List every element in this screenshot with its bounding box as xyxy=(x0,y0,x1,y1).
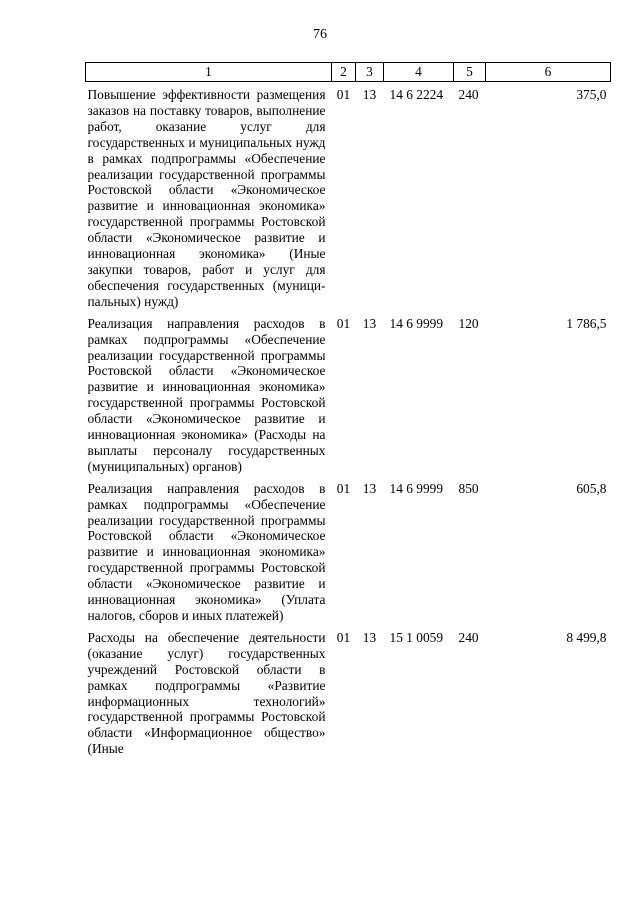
row-section: 01 xyxy=(336,629,351,645)
row-description: Расходы на обеспечение деятельности (оказание услуг) государственных учреждений Ростовской области в рамках подпрограммы «Развитие информационных технологий» государственной программы Ростовской области «Информационное общество» (Иные xyxy=(87,629,326,757)
row-target-code: 14 6 9999 xyxy=(389,315,444,331)
header-col-1: 1 xyxy=(86,63,332,82)
row-expense-type: 120 xyxy=(458,315,479,331)
row-expense-type: 240 xyxy=(458,87,479,102)
row-amount: 8 499,8 xyxy=(566,629,607,645)
row-amount: 375,0 xyxy=(576,87,607,102)
page-number: 76 xyxy=(313,27,327,42)
table-body xyxy=(86,82,611,764)
row-section: 01 xyxy=(336,480,351,496)
table-row xyxy=(86,630,611,763)
header-col-5: 5 xyxy=(454,63,486,82)
header-col-3: 3 xyxy=(356,63,384,82)
row-section: 01 xyxy=(336,87,351,102)
row-expense-type: 240 xyxy=(458,629,479,645)
row-amount: 1 786,5 xyxy=(566,315,607,331)
header-col-4: 4 xyxy=(384,63,454,82)
row-target-code: 15 1 0059 xyxy=(389,629,444,645)
row-subsection: 13 xyxy=(362,87,377,102)
row-expense-type: 850 xyxy=(458,480,479,496)
table-header xyxy=(86,63,611,82)
row-subsection: 13 xyxy=(362,629,377,645)
row-section: 01 xyxy=(336,315,351,331)
row-target-code: 14 6 2224 xyxy=(389,87,444,102)
header-col-6: 6 xyxy=(486,63,611,82)
row-subsection: 13 xyxy=(362,480,377,496)
table-row xyxy=(86,82,611,316)
row-target-code: 14 6 9999 xyxy=(389,480,444,496)
row-amount: 605,8 xyxy=(576,480,607,496)
budget-table xyxy=(85,62,611,763)
header-row xyxy=(86,63,611,82)
row-description: Реализация направления расходов в рамках подпрограммы «Обеспечение реализации государственной программы Ростовской области «Экономическое развитие и инновационная экономика» государственной программы Ростовской области «Экономическое развитие и инновационная экономика» (Расходы на выплаты персоналу государственных (муниципальных) органов) xyxy=(87,315,326,474)
row-description: Реализация направления расходов в рамках подпрограммы «Обеспечение реализации государственной программы Ростовской области «Экономическое развитие и инновационная экономика» государственной программы Ростовской области «Экономическое развитие и инновационная экономика» (Уплата налогов, сборов и иных платежей) xyxy=(87,480,326,623)
table-row xyxy=(86,481,611,630)
row-subsection: 13 xyxy=(362,315,377,331)
table-row xyxy=(86,316,611,481)
row-description: Повышение эффективности размещения заказов на поставку товаров, выполнение работ, оказание услуг для государственных и муниципальных нужд в рамках подпрограммы «Обеспечение реализации государственной программы Ростовской области «Экономическое развитие и инновационная экономика» государственной программы Ростовской области «Экономическое развитие и инновационная экономика» (Иные закупки товаров, работ и услуг для обеспечения государственных (муниципальных) нужд) xyxy=(87,87,326,309)
header-col-2: 2 xyxy=(332,63,356,82)
